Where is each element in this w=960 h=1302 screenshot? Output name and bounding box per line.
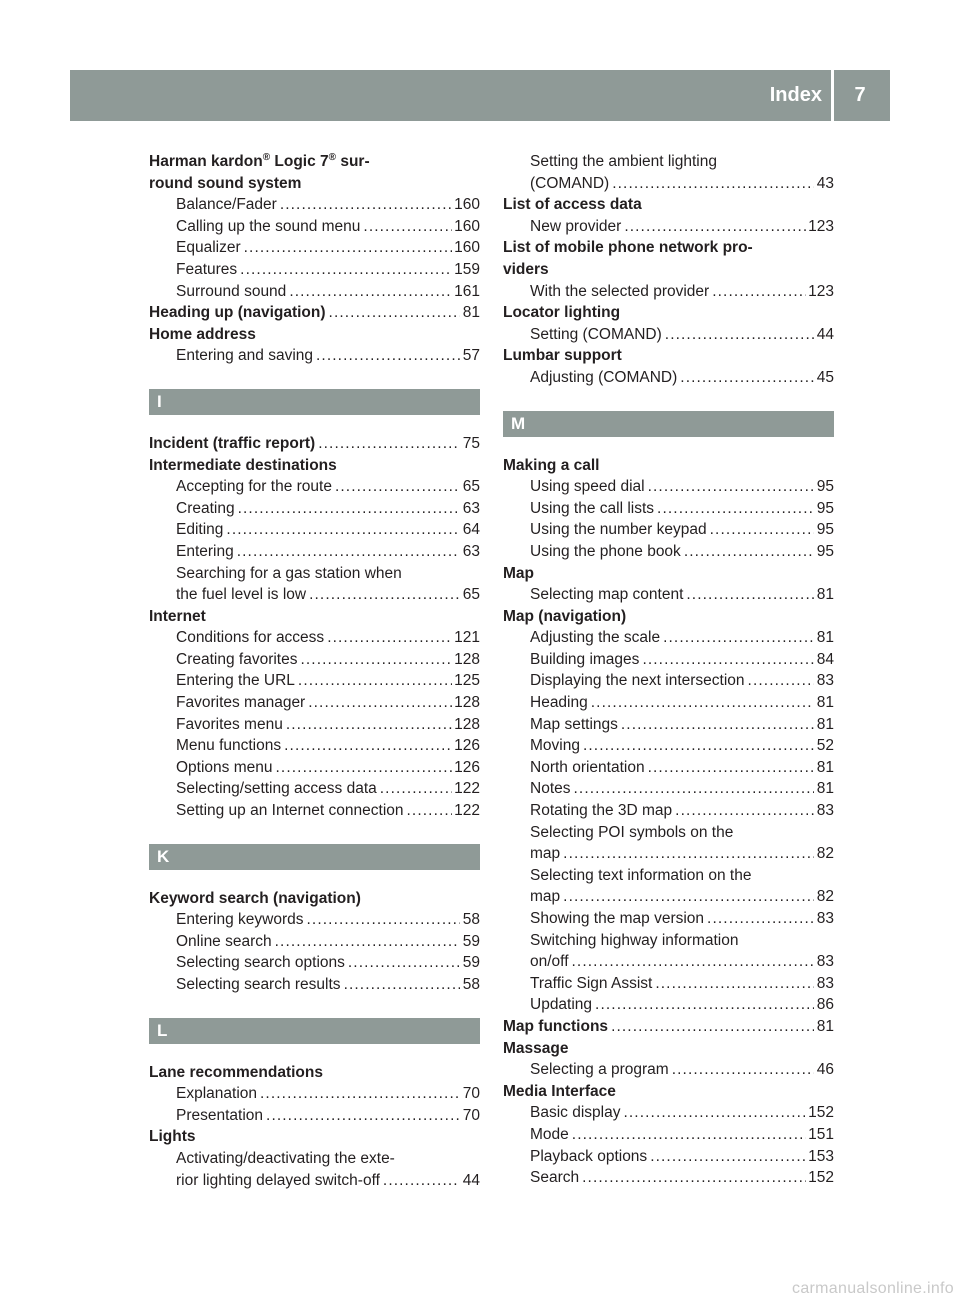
dot-leader — [591, 692, 814, 714]
subentry-label: Calling up the sound menu — [176, 217, 361, 235]
index-term: Home address — [149, 325, 256, 343]
index-term — [149, 151, 480, 173]
index-subentry — [149, 627, 480, 649]
subentry-label: on/off — [530, 953, 569, 971]
page-ref: 81 — [816, 758, 834, 776]
dot-leader — [260, 1083, 460, 1105]
dot-leader — [383, 1170, 460, 1192]
index-subentry — [149, 519, 480, 541]
index-subentry — [503, 1167, 834, 1189]
index-column-left — [149, 151, 480, 1191]
index-subentry — [503, 800, 834, 822]
index-subentry — [503, 216, 834, 238]
dot-leader — [621, 714, 814, 736]
page-ref: 83 — [816, 672, 834, 690]
dot-leader — [329, 302, 460, 324]
dot-leader — [574, 778, 815, 800]
index-term: List of access data — [503, 196, 642, 214]
dot-leader — [238, 498, 460, 520]
index-subentry — [503, 908, 834, 930]
index-subentry — [503, 1124, 834, 1146]
page-ref: 83 — [816, 953, 834, 971]
index-term: Map (navigation) — [503, 607, 627, 625]
page-ref: 83 — [816, 802, 834, 820]
page-ref: 152 — [808, 1169, 834, 1187]
subentry-label: Using speed dial — [530, 478, 645, 496]
term-label: Map functions — [503, 1017, 609, 1035]
dot-leader — [407, 800, 453, 822]
index-subentry — [503, 994, 834, 1016]
index-term — [149, 433, 480, 455]
subentry-label: Entering keywords — [176, 911, 304, 929]
registered-mark: ® — [328, 152, 337, 163]
page-ref: 70 — [462, 1106, 480, 1124]
subentry-label-line: Setting the ambient lighting — [530, 153, 717, 170]
dot-leader — [380, 778, 452, 800]
subentry-label: Search — [530, 1169, 580, 1187]
index-subentry — [503, 541, 834, 563]
dot-leader — [572, 1124, 806, 1146]
index-subentry — [503, 476, 834, 498]
index-subentry — [149, 800, 480, 822]
subentry-label: Entering and saving — [176, 347, 314, 365]
dot-leader — [642, 649, 814, 671]
index-term: Keyword search (navigation) — [149, 889, 361, 907]
index-subentry — [149, 194, 480, 216]
page-ref: 44 — [462, 1171, 480, 1189]
page-ref: 161 — [454, 282, 480, 300]
subentry-label: Adjusting the scale — [530, 629, 661, 647]
subentry-label: Showing the map version — [530, 910, 705, 927]
index-term — [503, 1016, 834, 1038]
index-subentry — [503, 649, 834, 671]
index-term: Intermediate destinations — [149, 456, 337, 474]
index-subentry — [503, 173, 834, 195]
page-ref: 121 — [454, 629, 480, 647]
subentry-label: map — [530, 845, 561, 863]
dot-leader — [672, 1059, 814, 1081]
dot-leader — [289, 281, 452, 303]
dot-leader — [308, 692, 452, 714]
page-ref: 83 — [816, 974, 834, 992]
page-ref: 81 — [816, 629, 834, 647]
dot-leader — [327, 627, 452, 649]
subentry-label: Map settings — [530, 715, 618, 733]
page-ref: 86 — [816, 996, 834, 1014]
page-ref: 151 — [808, 1125, 834, 1143]
section-letter: L — [149, 1018, 480, 1044]
index-term: Media Interface — [503, 1082, 616, 1100]
dot-leader — [307, 909, 460, 931]
subentry-label: Favorites manager — [176, 694, 306, 712]
term-part: sur- — [336, 153, 370, 170]
subentry-label-line: Activating/deactivating the exte- — [176, 1149, 395, 1167]
index-term-continued: round sound system — [149, 174, 302, 192]
page-ref: 125 — [454, 672, 480, 690]
subentry-label: Creating — [176, 499, 235, 517]
dot-leader — [237, 541, 460, 563]
page-ref: 65 — [462, 478, 480, 496]
index-subentry — [503, 670, 834, 692]
index-subentry — [149, 345, 480, 367]
term-part: Logic 7 — [270, 153, 329, 170]
page-ref: 83 — [816, 910, 834, 927]
dot-leader — [663, 627, 814, 649]
subentry-label: Updating — [530, 996, 593, 1014]
page-ref: 159 — [454, 260, 480, 278]
page-ref: 59 — [462, 954, 480, 972]
subentry-label: Presentation — [176, 1106, 264, 1124]
index-subentry — [503, 778, 834, 800]
index-subentry — [503, 951, 834, 973]
dot-leader — [244, 237, 453, 259]
index-subentry — [149, 670, 480, 692]
index-subentry — [149, 1083, 480, 1105]
subentry-label: Playback options — [530, 1147, 648, 1165]
subentry-label: Mode — [530, 1125, 569, 1143]
dot-leader — [275, 931, 460, 953]
page-ref: 70 — [462, 1085, 480, 1103]
page-ref: 95 — [816, 499, 834, 517]
dot-leader — [582, 1167, 806, 1189]
subentry-label: Online search — [176, 932, 272, 950]
page-ref: 123 — [808, 217, 834, 235]
index-subentry — [503, 757, 834, 779]
index-term-continued: viders — [503, 260, 549, 278]
dot-leader — [665, 324, 814, 346]
subentry-label: Selecting map content — [530, 586, 684, 604]
watermark: carmanualsonline.info — [792, 1280, 954, 1297]
subentry-label: Creating favorites — [176, 650, 298, 668]
page-number: 7 — [854, 84, 866, 106]
subentry-label: Traffic Sign Assist — [530, 974, 653, 992]
dot-leader — [675, 800, 814, 822]
page-ref: 160 — [454, 239, 480, 257]
section-letter: K — [149, 844, 480, 870]
index-subentry — [149, 692, 480, 714]
subentry-label: Selecting search options — [176, 954, 345, 972]
dot-leader — [595, 994, 814, 1016]
page-ref: 46 — [816, 1061, 834, 1079]
dot-leader — [276, 757, 453, 779]
dot-leader — [680, 367, 814, 389]
dot-leader — [648, 476, 814, 498]
dot-leader — [648, 757, 814, 779]
subentry-label: Editing — [176, 521, 224, 539]
subentry-label: Using the number keypad — [530, 521, 707, 539]
page-ref: 81 — [816, 715, 834, 733]
subentry-label-line: Switching highway information — [530, 931, 739, 949]
dot-leader — [318, 433, 460, 455]
index-subentry — [503, 1146, 834, 1168]
index-subentry — [503, 714, 834, 736]
index-term: Lane recommendations — [149, 1063, 323, 1081]
dot-leader — [563, 843, 814, 865]
page-ref: 63 — [462, 499, 480, 517]
dot-leader — [363, 216, 452, 238]
index-subentry — [149, 757, 480, 779]
page-ref: 75 — [462, 434, 480, 452]
dot-leader — [650, 1146, 806, 1168]
subentry-label: Adjusting (COMAND) — [530, 368, 678, 386]
index-term: Lights — [149, 1128, 196, 1146]
dot-leader — [624, 216, 806, 238]
index-subentry — [503, 1102, 834, 1124]
header-title: Index — [769, 84, 822, 106]
dot-leader — [583, 735, 814, 757]
page-ref: 58 — [462, 911, 480, 929]
index-term: Lumbar support — [503, 347, 622, 365]
dot-leader — [300, 649, 452, 671]
index-subentry — [503, 692, 834, 714]
term-part: Harman kardon — [149, 153, 263, 170]
page-ref: 81 — [816, 586, 834, 604]
subentry-label: Entering the URL — [176, 672, 295, 690]
registered-mark: ® — [262, 152, 271, 163]
subentry-label: Using the phone book — [530, 542, 681, 560]
dot-leader — [348, 952, 460, 974]
page-ref: 44 — [816, 325, 834, 343]
page-ref: 81 — [816, 694, 834, 712]
subentry-label: (COMAND) — [530, 174, 610, 192]
dot-leader — [280, 194, 452, 216]
page-ref: 63 — [462, 542, 480, 560]
subentry-label: Accepting for the route — [176, 478, 332, 496]
subentry-label: Entering — [176, 542, 234, 560]
page-ref: 126 — [454, 737, 480, 755]
dot-leader — [572, 951, 814, 973]
index-term — [149, 302, 480, 324]
subentry-label: the fuel level is low — [176, 586, 307, 604]
subentry-label: Menu functions — [176, 737, 282, 755]
dot-leader — [226, 519, 460, 541]
page-ref: 84 — [816, 650, 834, 668]
index-subentry — [503, 843, 834, 865]
index-term: Making a call — [503, 456, 600, 474]
subentry-label: Explanation — [176, 1085, 258, 1103]
page-ref: 81 — [462, 304, 480, 322]
index-subentry — [149, 259, 480, 281]
index-subentry — [503, 973, 834, 995]
subentry-label: Notes — [530, 780, 571, 798]
index-subentry — [149, 1105, 480, 1127]
page-ref: 126 — [454, 758, 480, 776]
section-letter: I — [149, 389, 480, 415]
page-ref: 128 — [454, 715, 480, 733]
index-subentry — [149, 281, 480, 303]
index-subentry — [503, 498, 834, 520]
term-label: Incident (traffic report) — [149, 434, 316, 452]
page-ref: 64 — [462, 521, 480, 539]
dot-leader — [612, 173, 814, 195]
page-ref: 81 — [816, 1017, 834, 1035]
subentry-label: Setting up an Internet connection — [176, 802, 404, 820]
index-subentry — [149, 735, 480, 757]
subentry-label: Displaying the next intersection — [530, 672, 745, 690]
subentry-label: Options menu — [176, 758, 273, 776]
index-subentry — [149, 216, 480, 238]
page-ref: 128 — [454, 650, 480, 668]
term-label: Heading up (navigation) — [149, 304, 326, 322]
page-ref: 58 — [462, 976, 480, 993]
subentry-label: Rotating the 3D map — [530, 802, 673, 820]
subentry-label: Surround sound — [176, 282, 287, 300]
subentry-label: With the selected provider — [530, 282, 710, 300]
subentry-label: Selecting/setting access data — [176, 780, 377, 798]
index-subentry — [149, 649, 480, 671]
index-term: Internet — [149, 607, 206, 625]
dot-leader — [298, 670, 452, 692]
page-ref: 45 — [816, 368, 834, 386]
page-ref: 95 — [816, 478, 834, 496]
subentry-label: Moving — [530, 737, 580, 755]
page-ref: 43 — [816, 174, 834, 192]
index-term: Massage — [503, 1039, 569, 1057]
page-ref: 122 — [454, 802, 480, 820]
index-term: Locator lighting — [503, 304, 621, 322]
index-subentry — [503, 281, 834, 303]
index-subentry — [149, 584, 480, 606]
index-subentry — [503, 627, 834, 649]
dot-leader — [684, 541, 814, 563]
dot-leader — [657, 498, 814, 520]
index-subentry — [503, 735, 834, 757]
dot-leader — [284, 735, 452, 757]
subentry-label: rior lighting delayed switch-off — [176, 1171, 380, 1189]
index-subentry — [149, 931, 480, 953]
index-subentry — [149, 974, 480, 996]
dot-leader — [611, 1016, 814, 1038]
page-ref: 123 — [808, 282, 834, 300]
subentry-label: Basic display — [530, 1104, 621, 1122]
index-subentry — [149, 952, 480, 974]
dot-leader — [710, 519, 814, 541]
dot-leader — [686, 584, 814, 606]
page-ref: 82 — [816, 845, 834, 863]
page-ref: 122 — [454, 780, 480, 798]
subentry-label-line: Searching for a gas station when — [176, 564, 402, 582]
subentry-label: North orientation — [530, 758, 645, 776]
dot-leader — [707, 908, 814, 930]
dot-leader — [344, 974, 460, 996]
dot-leader — [240, 259, 452, 281]
index-term: List of mobile phone network pro- — [503, 239, 753, 257]
dot-leader — [316, 345, 460, 367]
subentry-label: Heading — [530, 694, 588, 712]
index-subentry — [149, 714, 480, 736]
subentry-label: Balance/Fader — [176, 196, 277, 214]
dot-leader — [563, 886, 814, 908]
subentry-label: Building images — [530, 650, 640, 668]
index-subentry — [503, 584, 834, 606]
dot-leader — [335, 476, 460, 498]
page-ref: 57 — [462, 347, 480, 365]
page-ref: 82 — [816, 888, 834, 906]
subentry-label-line: Selecting text information on the — [530, 866, 752, 884]
page-ref: 95 — [816, 542, 834, 560]
subentry-label: Conditions for access — [176, 629, 325, 647]
index-column-right — [503, 151, 834, 1189]
index-subentry — [149, 498, 480, 520]
index-subentry — [149, 1170, 480, 1192]
subentry-label: Setting (COMAND) — [530, 325, 662, 343]
subentry-label: Features — [176, 260, 238, 278]
page-ref: 160 — [454, 217, 480, 235]
index-subentry — [149, 909, 480, 931]
index-subentry — [149, 237, 480, 259]
index-subentry — [149, 541, 480, 563]
section-letter: M — [503, 411, 834, 437]
page-ref: 52 — [816, 737, 834, 755]
page-ref: 160 — [454, 196, 480, 214]
subentry-label: Equalizer — [176, 239, 241, 257]
index-subentry — [149, 476, 480, 498]
page-ref: 81 — [816, 780, 834, 798]
page-ref: 65 — [462, 586, 480, 604]
page-ref: 95 — [816, 521, 834, 539]
page-ref: 153 — [808, 1147, 834, 1165]
dot-leader — [655, 973, 814, 995]
dot-leader — [623, 1102, 806, 1124]
index-subentry — [149, 778, 480, 800]
page-ref: 152 — [808, 1104, 834, 1122]
dot-leader — [748, 670, 814, 692]
index-subentry — [503, 367, 834, 389]
index-subentry — [503, 519, 834, 541]
subentry-label: Selecting a program — [530, 1061, 669, 1079]
index-subentry — [503, 324, 834, 346]
subentry-label: Using the call lists — [530, 499, 655, 517]
page-ref: 128 — [454, 694, 480, 712]
dot-leader — [309, 584, 460, 606]
page-ref: 59 — [462, 932, 480, 950]
subentry-label-line: Selecting POI symbols on the — [530, 823, 734, 841]
subentry-label: Favorites menu — [176, 715, 283, 733]
subentry-label: map — [530, 888, 561, 906]
dot-leader — [286, 714, 452, 736]
index-subentry — [503, 886, 834, 908]
subentry-label: New provider — [530, 217, 622, 235]
index-term: Map — [503, 564, 534, 582]
subentry-label: Selecting search results — [176, 976, 341, 993]
dot-leader — [266, 1105, 460, 1127]
dot-leader — [712, 281, 806, 303]
index-subentry — [503, 1059, 834, 1081]
